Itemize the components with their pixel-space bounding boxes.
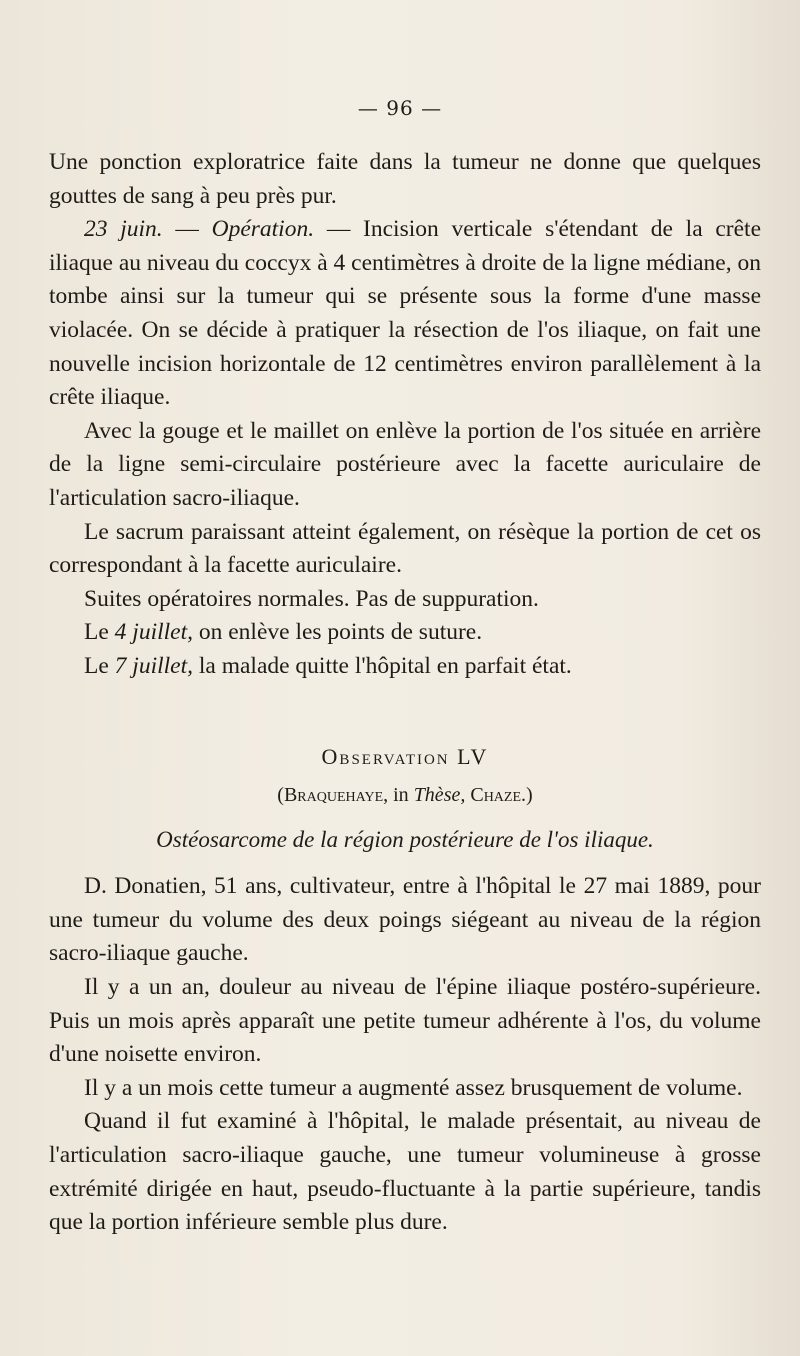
paragraph-note-7-juillet: [49, 650, 761, 684]
note-date: 4 juillet,: [114, 619, 193, 646]
note-date: 7 juillet,: [114, 652, 193, 679]
source-in: in: [388, 784, 414, 807]
paragraph-sacrum: Le sacrum paraissant atteint également, on résèque la portion de cet os correspondant à la facette auriculaire.: [49, 518, 761, 579]
source-author: (Braquehaye,: [277, 784, 389, 807]
paragraph-exam: Quand il fut examiné à l'hôpital, le malade présentait, au niveau de l'articulation sacro-iliaque gauche, une tumeur volumineuse à grosse extrémité dirigée en haut, pseudo-fluctuante à la partie supérieure, tandis que la portion inférieure semble plus dure.: [49, 1108, 761, 1236]
paragraph-suites: Suites opératoires normales. Pas de suppuration.: [84, 585, 539, 612]
paragraph-gouge: Avec la gouge et le maillet on enlève la portion de l'os située en arrière de la ligne semi-circulaire postérieure avec la facette auriculaire de l'articulation sacro-iliaque.: [49, 417, 761, 511]
paragraph-history: Il y a un an, douleur au niveau de l'épine iliaque postéro-supérieure. Puis un mois après apparaît une petite tumeur adhérente à l'os, du volume d'une noisette environ.: [49, 974, 761, 1068]
observation-subtitle: Ostéosarcome de la région postérieure de l'os iliaque.: [156, 826, 654, 852]
paragraph-ponction: Une ponction exploratrice faite dans la tumeur ne donne que quelques gouttes de sang à peu près pur.: [49, 149, 761, 209]
page-body: [49, 146, 761, 1240]
operation-date: 23 juin.: [84, 216, 163, 243]
paragraph-growth: Il y a un mois cette tumeur a augmenté assez brusquement de volume.: [84, 1074, 743, 1101]
observation-source: [49, 779, 761, 813]
note-prefix: Le: [84, 652, 115, 679]
paragraph-operation: [49, 213, 761, 415]
paragraph-patient: D. Donatien, 51 ans, cultivateur, entre à l'hôpital le 27 mai 1889, pour une tumeur du volume des deux poings siégeant au niveau de la région sacro-iliaque gauche.: [49, 873, 761, 967]
note-prefix: Le: [84, 619, 115, 646]
operation-dash: —: [162, 216, 212, 243]
observation-title: Observation LV: [321, 743, 489, 769]
source-work: Thèse,: [413, 784, 466, 807]
paragraph-note-4-juillet: [49, 616, 761, 650]
source-end: Chaze.): [465, 784, 533, 807]
note-text: on enlève les points de suture.: [193, 619, 483, 646]
page-number: — 96 —: [357, 96, 443, 120]
note-text: la malade quitte l'hôpital en parfait état.: [193, 652, 572, 679]
operation-label: Opération.: [211, 216, 315, 243]
operation-text: — Incision verticale s'étendant de la crête iliaque au niveau du coccyx à 4 centimètres à droite de la ligne médiane, on tombe ainsi sur la tumeur qui se présente sous la forme d'une masse violacée. On se décide à pratiquer la résection de l'os iliaque, on fait une nouvelle incision horizontale de 12 centimètres environ parallèlement à la crête iliaque.: [49, 216, 762, 411]
section-spacer: [49, 684, 761, 740]
